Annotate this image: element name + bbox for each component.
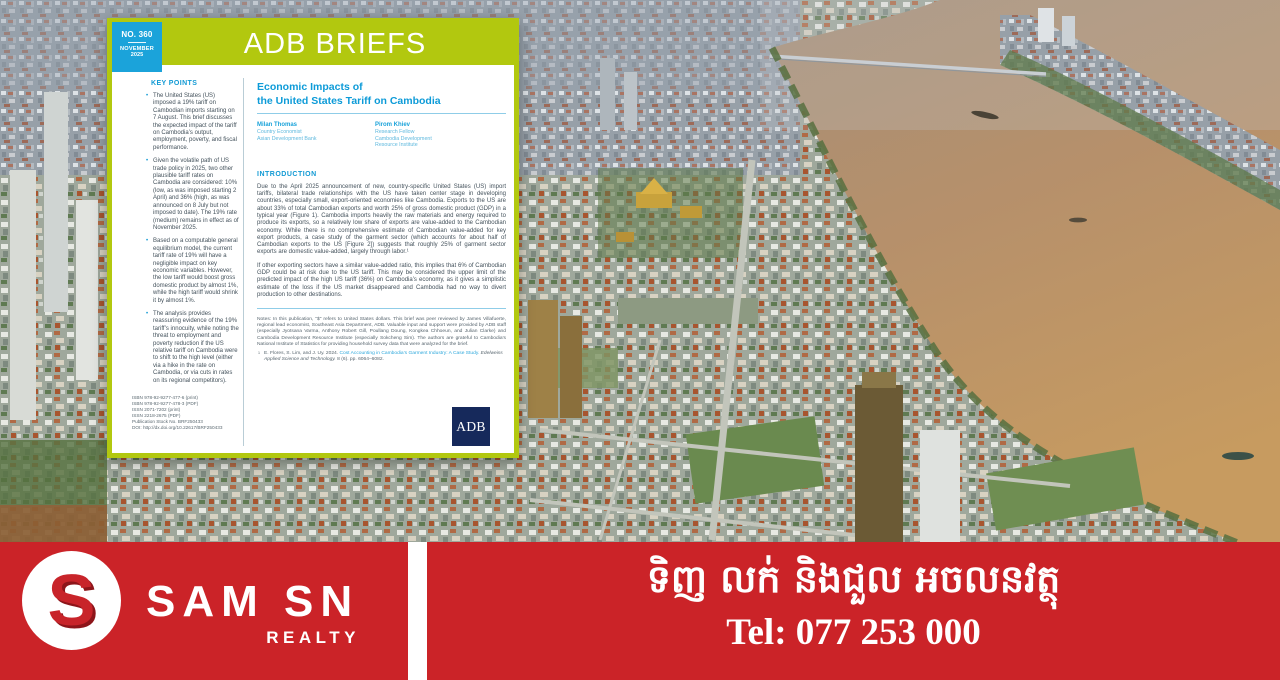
key-point-text: Based on a computable general equilibrium model, the current tariff rate of 19% will have a negligible impact on key economic variables. However, the low tariff would boost gross domestic product by almost 1%, while the high tariff would shrink it by almost 1%. [153, 238, 239, 304]
key-point-text: The analysis provides reassuring evidence of the 19% tariff’s innocuity, while noting the threat to employment and poverty reduction if the US relative tariff on Cambodia were to shift to the high level (either via a hike in the rate on Cambodia, or via cuts in rates on its regional competitors). [153, 310, 239, 384]
issue-number: NO. 360 [121, 30, 153, 39]
dark-skyscraper-top [862, 372, 896, 388]
key-points-list [146, 93, 239, 385]
footnote-text: E. Flores, S. Lim, and J. Uy. 2024. [264, 350, 340, 356]
left-tower [76, 200, 98, 380]
brief-title-line2: the United States Tariff on Cambodia [257, 95, 441, 107]
bullet-icon: • [146, 158, 149, 165]
key-point-item [146, 238, 239, 305]
banner-divider-stripe [408, 542, 427, 680]
introduction-heading: INTRODUCTION [257, 170, 317, 178]
key-point-text: Given the volatile path of US trade policy in 2025, two other plausible tariff rates on Cambodia are considered: 10% (low, as was imposed starting 2 April) and 36% (high, as was announced on 8 July but not imposed to date). The 19% rate (medium) remains in effect as of November 2025. [153, 158, 239, 231]
author-role: Country Economist [257, 129, 302, 135]
main-column [257, 80, 506, 363]
white-tower [624, 72, 637, 130]
gold-tower [528, 300, 558, 418]
imprint-line: ISSN 2218-2675 (PDF) [132, 412, 181, 418]
imprint-line: DOI: http://dx.doi.org/10.22617/BRF250433 [132, 424, 223, 430]
notes-text: Notes: In this publication, "$" refers to United States dollars. This brief was peer reviewed by James Villafuerte, regional lead economist, Southeast Asia Department, ADB. Valuable input and support were provided by ADB staff (especially Jyotsana Varma, Anthony Robert Gill, Poullang Doung, Kongkea Chhoeun, and Julian Clarke) and Cambodia Development Resource Institute (especially Sokcheng Sim). The authors are grateful to Cambodia’s National Institute of Statistics for providing household survey data that were analyzed for the brief. [257, 317, 506, 347]
brand-subtitle: REALTY [266, 628, 360, 647]
brand-block [146, 577, 360, 648]
masthead-band [112, 23, 514, 65]
dark-skyscraper [855, 385, 903, 542]
key-point-item [146, 311, 239, 385]
samsn-logo-letter-icon: S [47, 560, 96, 641]
key-point-item [146, 93, 239, 152]
title-rule [257, 113, 506, 114]
author-block [257, 122, 375, 149]
khmer-tagline: ទិញ លក់ និងជួល អចលនវត្ថុ [646, 557, 1061, 601]
introduction-paragraph: If other exporting sectors have a similar value-added ratio, this implies that 6% of Cambodian GDP could be at risk due to the US tariff. This may be considered the upper limit of the predicted impact of the high US tariff (36%) on Cambodia’s economy, as it gives a simplistic estimate of the loss if the US market disappeared and Cambodia had no way to divert production to other destinations. [257, 262, 506, 298]
left-tower [44, 92, 68, 312]
column-divider [243, 78, 244, 446]
boat [1069, 218, 1087, 223]
white-tower [600, 58, 615, 130]
document-page [112, 23, 514, 453]
brand-name: SAM SN [146, 577, 360, 626]
gold-tower [560, 316, 582, 418]
bullet-icon: • [146, 238, 149, 245]
key-points-heading: KEY POINTS [151, 80, 198, 87]
banner-contact-section [427, 542, 1280, 680]
footnote-marker: 1 [258, 350, 260, 355]
realty-banner [0, 542, 1280, 680]
author-block [375, 122, 493, 149]
bullet-icon: • [146, 310, 149, 317]
masthead-title: ADB BRIEFS [243, 28, 427, 60]
author-name: Pirom Khiev [375, 122, 411, 128]
issue-year: 2025 [130, 52, 144, 58]
issue-divider [128, 42, 146, 43]
banner-brand-section [0, 542, 408, 680]
bullet-icon: • [146, 93, 149, 99]
issue-box [112, 22, 162, 72]
imprint-line: ISBN 978-92-9277-478-3 (PDF) [132, 400, 199, 406]
notes-rule [257, 308, 506, 309]
far-bank-tower [1062, 16, 1075, 46]
adb-logo: ADB [452, 407, 490, 446]
author-role: Research Fellow [375, 129, 415, 135]
author-org: Cambodia Development Resource Institute [375, 135, 432, 149]
boat [1222, 452, 1254, 460]
footnote-link[interactable]: Cost Accounting in Cambodia’s Garment Industry: A Case Study. [339, 350, 480, 356]
imprint-line: ISSN 2071-7202 (print) [132, 406, 181, 412]
introduction-paragraph: Due to the April 2025 announcement of new, country-specific United States (US) import tariffs, bilateral trade relationships with the US have taken center stage in developing countries, especially small, export-oriented economies like Cambodia. Exports to the US are about 33% of total Cambodian exports and worth 25% of gross domestic product (GDP) in a typical year (Figure 1). Cambodia imports heavily the raw materials and energy required to produce its exports, so a relatively low share of exports are value-added to the Cambodian economy. While there is no comprehensive estimate of Cambodian value-added for key export products, a case study of the garment sector (which accounts for about half of Cambodian exports to the US [Figure 2]) suggests that roughly 25% of garment sector exports are domestic value-added, largely through labor.¹ [257, 183, 506, 256]
phone-number: Tel: 077 253 000 [726, 612, 981, 653]
far-bank-tower [1038, 8, 1054, 42]
brief-title-line1: Economic Impacts of [257, 81, 363, 93]
samsn-logo [22, 551, 121, 650]
key-point-text: The United States (US) imposed a 19% tariff on Cambodian imports starting on 7 August. This brief discusses the expected impact of the tariff on Cambodia’s output, employment, poverty, and fiscal performance. [153, 93, 237, 151]
author-org: Asian Development Bank [257, 135, 317, 142]
author-name: Milan Thomas [257, 122, 298, 128]
key-point-item [146, 158, 239, 232]
issue-month: NOVEMBER [120, 46, 154, 52]
palace-grounds [598, 168, 743, 258]
key-points-sidebar [132, 80, 244, 391]
imprint-line: Publication Stock No. BRF250433 [132, 418, 203, 424]
white-tower [920, 430, 960, 542]
left-roofs [0, 505, 107, 542]
footnote-journal: Edelweiss Applied Science and Technology. [264, 350, 503, 362]
footnote-pages: 8 (6). pp. 6064–6082. [335, 356, 384, 362]
footnote [257, 351, 506, 363]
adb-brief-document [107, 18, 519, 458]
imprint-line: ISBN 978-92-9277-477-6 (print) [132, 395, 198, 400]
left-tower [10, 170, 36, 420]
authors-row [257, 122, 506, 149]
